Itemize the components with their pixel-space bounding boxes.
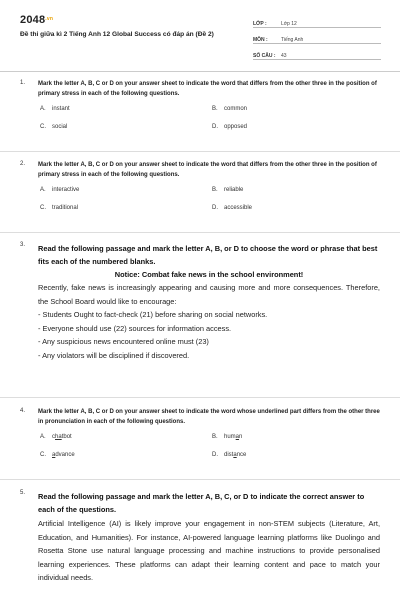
question-3 xyxy=(20,242,380,362)
question-number: 2. xyxy=(20,161,26,167)
passage-bullet: - Any suspicious news encountered online must (23) xyxy=(38,337,209,346)
option-letter: C. xyxy=(40,124,46,130)
option-letter: B. xyxy=(212,187,218,193)
option-text: social xyxy=(52,124,68,130)
option-a[interactable] xyxy=(40,434,212,440)
option-d[interactable] xyxy=(212,452,362,458)
underlined-part: a xyxy=(233,452,237,458)
question-instruction: Mark the letter A, B, C or D on your answer sheet to indicate the word that differs from the other three in the position of primary stress in each of the following questions. xyxy=(38,162,377,178)
meta-key: LỚP : xyxy=(253,21,267,27)
passage-bullet: - Any violators will be disciplined if discovered. xyxy=(38,350,190,360)
meta-value: Tiếng Anh xyxy=(281,37,304,43)
underlined-part: ha xyxy=(55,434,62,440)
passage-paragraph: Recently, fake news is increasingly appearing and causing more and more consequences. Therefore, the School Board would like to encourage: xyxy=(38,283,380,306)
passage-notice: Notice: Combat fake news in the school environment! xyxy=(114,270,304,279)
option-text-post: nce xyxy=(236,452,247,458)
option-letter: D. xyxy=(212,205,218,211)
option-letter: D. xyxy=(212,124,218,130)
site-logo[interactable] xyxy=(20,14,53,26)
option-text-post: n xyxy=(239,434,243,440)
question-4 xyxy=(20,408,380,458)
question-divider xyxy=(0,397,400,398)
underlined-part: a xyxy=(52,452,56,458)
option-text: traditional xyxy=(52,205,79,211)
option-a[interactable] xyxy=(40,187,212,193)
option-b[interactable] xyxy=(212,106,362,112)
document-title: Đề thi giữa kì 2 Tiếng Anh 12 Global Success có đáp án (Đề 2) xyxy=(20,31,214,38)
meta-row-class xyxy=(253,14,381,28)
option-letter: C. xyxy=(40,452,46,458)
logo-text: 2048 xyxy=(20,14,46,26)
option-text-pre: c xyxy=(52,434,55,440)
option-text-pre: hum xyxy=(224,434,236,440)
passage-bullet: - Students Ought to fact-check (21) before sharing on social networks. xyxy=(38,310,268,319)
question-instruction: Read the following passage and mark the letter A, B, C, or D to indicate the correct answer to each of the questions. xyxy=(38,492,365,514)
option-text-pre: dist xyxy=(224,452,234,458)
question-number: 5. xyxy=(20,490,26,496)
question-number: 3. xyxy=(20,242,26,248)
meta-row-count xyxy=(253,46,381,60)
meta-value: 43 xyxy=(281,53,287,59)
passage-paragraph: Artificial Intelligence (AI) is likely improve your engagement in non-STEM subjects (Literature, Art, Education, and Humanities). For instance, AI-powered language learning platforms like Duolingo and Rosetta Stone use natural language processing and machine instructions to provide personalised learning experiences. These platforms can adapt their learning content and pace to match your individual needs. xyxy=(38,519,380,582)
question-number: 1. xyxy=(20,80,26,86)
meta-row-subject xyxy=(253,30,381,44)
option-text: instant xyxy=(52,106,70,112)
question-2 xyxy=(20,161,380,211)
question-instruction: Mark the letter A, B, C or D on your answer sheet to indicate the word whose underlined part differs from the other three in pronunciation in each of the following questions. xyxy=(38,409,380,425)
passage-bullet-list xyxy=(38,308,380,362)
option-a[interactable] xyxy=(40,106,212,112)
option-letter: C. xyxy=(40,205,46,211)
option-b[interactable] xyxy=(212,434,362,440)
option-letter: B. xyxy=(212,434,218,440)
option-text: common xyxy=(224,106,248,112)
option-letter: A. xyxy=(40,187,46,193)
option-letter: A. xyxy=(40,434,46,440)
option-text: accessible xyxy=(224,205,253,211)
option-text-post: tbot xyxy=(61,434,72,440)
question-instruction: Mark the letter A, B, C or D on your answer sheet to indicate the word that differs from the other three in the position of primary stress in each of the following questions. xyxy=(38,81,377,97)
question-5 xyxy=(20,490,380,585)
answer-options xyxy=(40,434,380,458)
header-divider xyxy=(0,71,400,72)
option-b[interactable] xyxy=(212,187,362,193)
option-c[interactable] xyxy=(40,452,212,458)
option-d[interactable] xyxy=(212,205,362,211)
option-letter: A. xyxy=(40,106,46,112)
question-divider xyxy=(0,232,400,233)
option-text: reliable xyxy=(224,187,244,193)
question-1 xyxy=(20,80,380,130)
option-c[interactable] xyxy=(40,205,212,211)
logo-suffix: .vn xyxy=(45,16,54,22)
option-letter: D. xyxy=(212,452,218,458)
option-text: opposed xyxy=(224,124,248,130)
meta-key: MÔN : xyxy=(253,37,268,43)
option-c[interactable] xyxy=(40,124,212,130)
underlined-part: a xyxy=(235,434,240,440)
question-number: 4. xyxy=(20,408,26,414)
meta-key: SỐ CÂU : xyxy=(253,53,276,59)
passage-bullet: - Everyone should use (22) sources for information access. xyxy=(38,323,232,333)
question-divider xyxy=(0,479,400,480)
question-divider xyxy=(0,151,400,152)
answer-options xyxy=(40,106,380,130)
question-instruction: Read the following passage and mark the letter A, B, or D to choose the word or phrase that best fits each of the numbered blanks. xyxy=(38,244,378,266)
option-d[interactable] xyxy=(212,124,362,130)
option-letter: B. xyxy=(212,106,218,112)
answer-options xyxy=(40,187,380,211)
option-text-post: dvance xyxy=(55,452,75,458)
exam-meta xyxy=(253,14,381,62)
option-text: interactive xyxy=(52,187,80,193)
meta-value: Lớp 12 xyxy=(281,21,297,27)
